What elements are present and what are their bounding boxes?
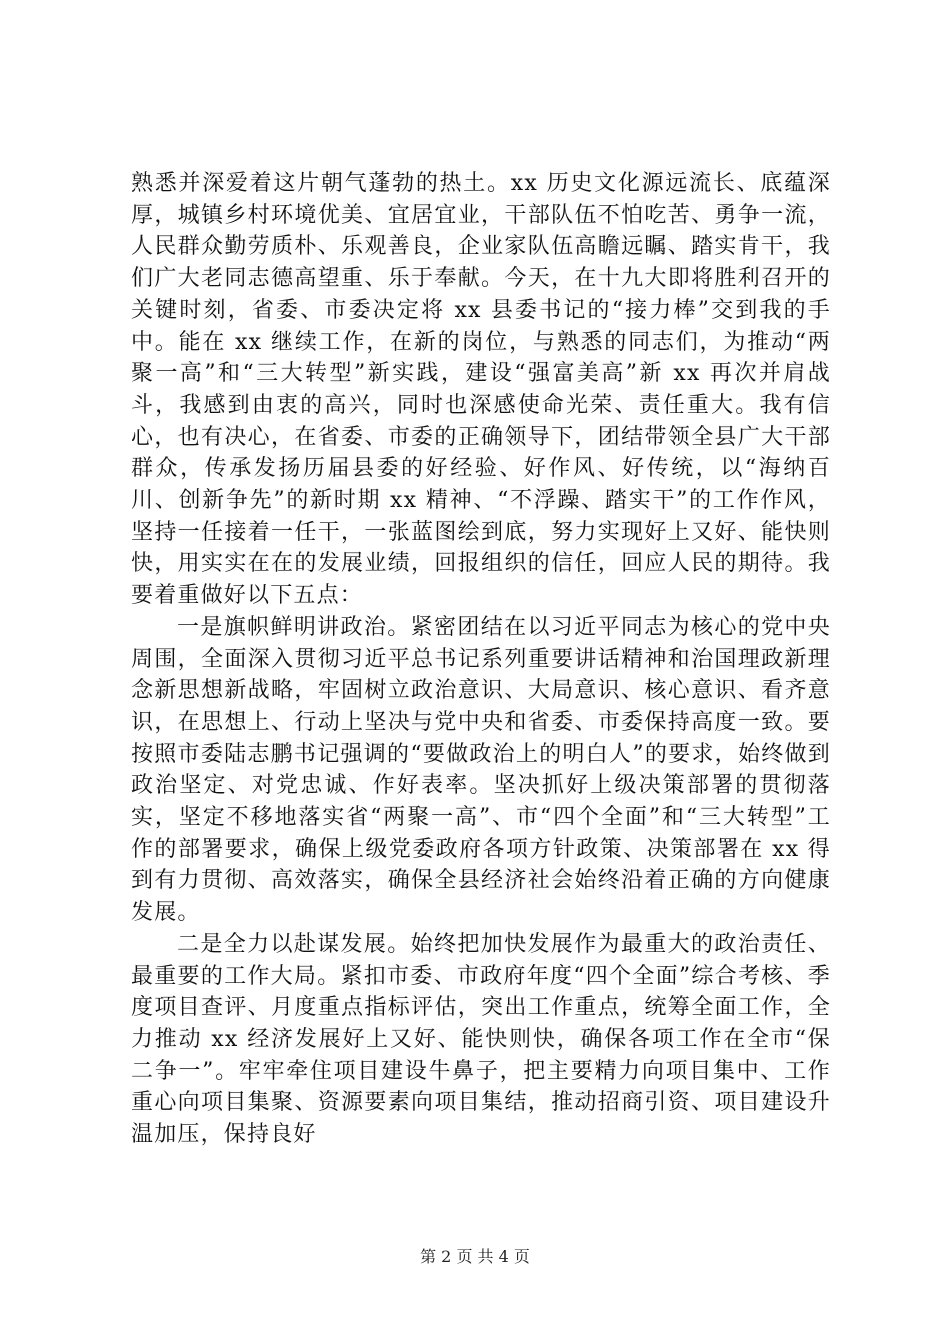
paragraph-3: 二是全力以赴谋发展。始终把加快发展作为最重大的政治责任、最重要的工作大局。紧扣市委、市政府年度“四个全面”综合考核、季度项目查评、月度重点指标评估，突出工作重点，统筹全面工作，全力推动 xx 经济发展好上又好、能快则快，确保各项工作在全市“保二争一”。牢牢牵住项目建设牛鼻子，把主要精力向项目集中、工作重心向项目集聚、资源要素向项目集结，推动招商引资、项目建设升温加压，保持良好: [131, 931, 831, 1148]
paragraph-1: 熟悉并深爱着这片朝气蓬勃的热土。xx 历史文化源远流长、底蕴深厚，城镇乡村环境优美、宜居宜业，干部队伍不怕吃苦、勇争一流，人民群众勤劳质朴、乐观善良，企业家队伍高瞻远瞩、踏实肯干，我们广大老同志德高望重、乐于奉献。今天，在十九大即将胜利召开的关键时刻，省委、市委决定将 xx 县委书记的“接力棒”交到我的手中。能在 xx 继续工作，在新的岗位，与熟悉的同志们，为推动“两聚一高”和“三大转型”新实践，建设“强富美高”新 xx 再次并肩战斗，我感到由衷的高兴，同时也深感使命光荣、责任重大。我有信心，也有决心，在省委、市委的正确领导下，团结带领全县广大干部群众，传承发扬历届县委的好经验、好作风、好传统，以“海纳百川、创新争先”的新时期 xx 精神、“不浮躁、踏实干”的工作作风，坚持一任接着一任干，一张蓝图绘到底，努力实现好上又好、能快则快，用实实在在的发展业绩，回报组织的信任，回应人民的期待。我要着重做好以下五点：: [131, 171, 831, 609]
paragraph-2: 一是旗帜鲜明讲政治。紧密团结在以习近平同志为核心的党中央周围，全面深入贯彻习近平总书记系列重要讲话精神和治国理政新理念新思想新战略，牢固树立政治意识、大局意识、核心意识、看齐意识，在思想上、行动上坚决与党中央和省委、市委保持高度一致。要按照市委陆志鹏书记强调的“要做政治上的明白人”的要求，始终做到政治坚定、对党忠诚、作好表率。坚决抓好上级决策部署的贯彻落实，坚定不移地落实省“两聚一高”、市“四个全面”和“三大转型”工作的部署要求，确保上级党委政府各项方针政策、决策部署在 xx 得到有力贯彻、高效落实，确保全县经济社会始终沿着正确的方向健康发展。: [131, 614, 831, 926]
page-footer: 第 2 页 共 4 页: [420, 1247, 530, 1266]
document-body: [131, 168, 831, 1151]
